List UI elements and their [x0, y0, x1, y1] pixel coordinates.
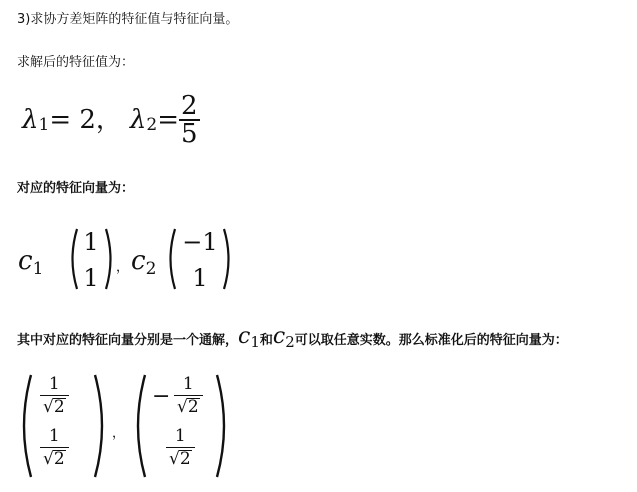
- heading: 3)求协方差矩阵的特征值与特征向量。: [17, 12, 239, 27]
- v1-top: 1: [83, 228, 99, 256]
- lambda-2: λ: [129, 105, 147, 135]
- left-paren-n2: [130, 372, 148, 480]
- normalized-vectors: [16, 372, 246, 482]
- eigenvector-formula: [18, 226, 248, 296]
- fraction-numerator: 2: [181, 91, 198, 121]
- left-paren-n1: [16, 372, 34, 480]
- right-paren-n2: [214, 372, 232, 480]
- lambda-2-sub: 2: [146, 114, 158, 135]
- general-solution-line: [17, 324, 568, 354]
- right-paren-n1: [92, 372, 110, 480]
- eigenvalue-intro: 求解后的特征值为：: [17, 55, 135, 70]
- eigenvector-intro: 对应的特征向量为：: [17, 181, 135, 196]
- c1-symbol: c1: [18, 246, 44, 279]
- fraction-denominator: 5: [181, 119, 198, 149]
- left-paren-2: [164, 226, 178, 292]
- n1-top-fraction: 1 √ 2: [40, 376, 69, 416]
- v1-bottom: 1: [83, 264, 99, 292]
- v2-bottom: 1: [192, 264, 208, 292]
- eigenvalue-formula: [22, 92, 200, 148]
- n1-bottom-fraction: 1 √ 2: [40, 428, 69, 468]
- c2-symbol: c2: [131, 246, 157, 279]
- lambda-1-sub: 1: [38, 114, 50, 135]
- eq-1: = 2，: [49, 105, 122, 135]
- c1-inline: c1: [238, 324, 260, 351]
- eq-2: =: [157, 105, 180, 135]
- right-paren-2: [221, 226, 235, 292]
- n2-top-fraction: 1 √ 2: [174, 376, 203, 416]
- lambda-1: λ: [22, 105, 39, 135]
- n2-bottom-fraction: 1 √ 2: [166, 428, 195, 468]
- minus-sign: −: [152, 384, 171, 409]
- vector-separator: ，: [116, 260, 130, 275]
- v2-top: −1: [182, 228, 218, 256]
- normalized-separator: ，: [112, 426, 126, 441]
- right-paren-1: [103, 226, 117, 292]
- general-solution-before: 其中对应的特征向量分别是一个通解，: [17, 333, 239, 348]
- general-solution-after: 可以取任意实数。那么标准化后的特征向量为：: [294, 333, 568, 348]
- general-solution-and: 和: [259, 333, 273, 348]
- c2-inline: c2: [272, 324, 295, 351]
- eigenvalue-fraction: [179, 93, 200, 147]
